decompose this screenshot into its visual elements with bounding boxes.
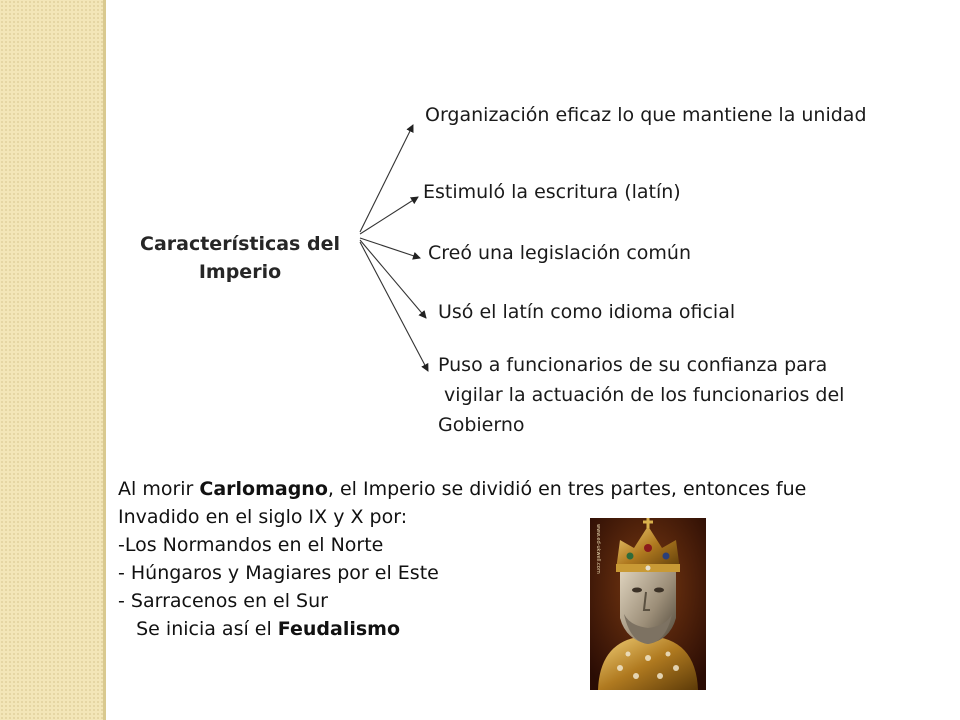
paragraph-line-1: Al morir Carlomagno, el Imperio se dividió en tres partes, entonces fue	[118, 478, 807, 500]
branch-funcionarios-line3: Gobierno	[438, 414, 525, 436]
branch-latin-oficial: Usó el latín como idioma oficial	[438, 301, 736, 323]
invader-sarracenos: - Sarracenos en el Sur	[118, 590, 328, 612]
branch-legislacion: Creó una legislación común	[428, 242, 692, 264]
invader-normandos: -Los Normandos en el Norte	[118, 534, 384, 556]
branch-escritura: Estimuló la escritura (latín)	[423, 181, 681, 203]
arrow-5	[360, 242, 428, 371]
branch-funcionarios-line1: Puso a funcionarios de su confianza para	[438, 354, 828, 376]
image-watermark: www.ed-ukwell.com	[595, 524, 601, 574]
diagram-center-title: Características del Imperio	[140, 233, 340, 283]
invader-hungaros: - Húngaros y Magiares por el Este	[118, 562, 439, 584]
charlemagne-bust-image	[590, 518, 706, 690]
arrow-3	[360, 238, 420, 258]
arrow-4	[360, 240, 426, 318]
paragraph-closing: Se inicia así el Feudalismo	[136, 618, 401, 640]
branch-funcionarios-line2: vigilar la actuación de los funcionarios del	[444, 384, 845, 406]
branch-organizacion: Organización eficaz lo que mantiene la unidad	[425, 104, 867, 126]
carlomagno-bold: Carlomagno	[199, 478, 328, 500]
feudalismo-bold: Feudalismo	[277, 618, 401, 640]
paragraph-line-2: Invadido en el siglo IX y X por:	[118, 506, 408, 528]
arrow-1	[360, 125, 413, 232]
